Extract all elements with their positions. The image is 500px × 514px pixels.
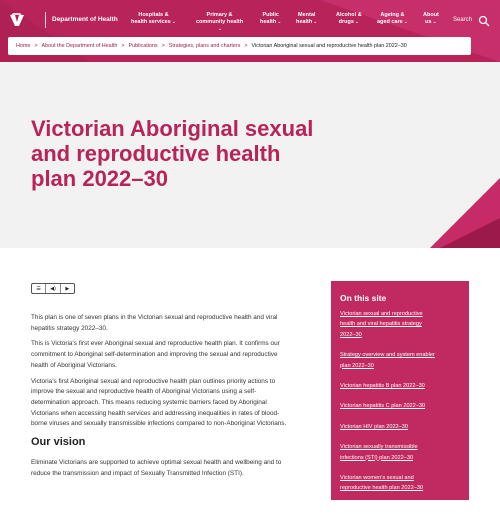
nav-public-health[interactable] (260, 12, 281, 26)
breadcrumb-home[interactable]: Home (16, 43, 31, 49)
sidebar-link-line: Victorian hepatitis B plan 2022–30 (340, 383, 425, 390)
sidebar-link-line: Sexual health (340, 505, 374, 512)
breadcrumb-strategies[interactable]: Strategies, plans and charters (168, 43, 241, 49)
sidebar-link-line: health and viral hepatitis strategy (340, 321, 422, 328)
volume-icon[interactable]: ◀) (46, 284, 60, 293)
intro-paragraph: This plan is one of seven plans in the Victorian sexual and reproductive health and viral hepatitis strategy 2022–30. (31, 314, 278, 332)
nav-label: Alcohol & (336, 12, 362, 18)
sidebar-link[interactable] (340, 381, 460, 391)
sidebar-link[interactable] (340, 473, 460, 494)
sidebar-link-line: plan 2022–30 (340, 362, 374, 369)
sidebar-link[interactable] (340, 350, 460, 371)
nav-label: community health (196, 19, 244, 25)
sidebar-link-line: reproductive health plan 2022–30 (340, 485, 424, 492)
breadcrumb-separator: > (34, 43, 38, 49)
nav-label: About (423, 12, 439, 18)
hero-decoration (440, 218, 500, 248)
breadcrumb-current: Victorian Aboriginal sexual and reproductive health plan 2022–30 (251, 43, 407, 49)
chevron-down-icon: ⌄ (403, 19, 408, 25)
sidebar-link-line: Victorian sexually transmissible (340, 444, 418, 451)
nav-label: Hospitals & (138, 12, 169, 18)
nav-mental-health[interactable] (296, 12, 317, 26)
chevron-down-icon: ⌄ (277, 19, 282, 25)
chevron-down-icon: ⌄ (313, 19, 318, 25)
sidebar-link[interactable] (340, 442, 460, 463)
section-heading: Our vision (31, 436, 86, 449)
nav-ageing[interactable] (377, 12, 408, 26)
nav-label: Public (262, 12, 279, 18)
sidebar-title: On this site (340, 293, 387, 303)
nav-alcohol-drugs[interactable] (336, 12, 362, 26)
logo-divider (45, 12, 46, 28)
page-hero (0, 62, 500, 248)
chevron-down-icon: ⌄ (217, 26, 223, 32)
sidebar-link-line: Strategy overview and system enabler (340, 352, 435, 359)
victoria-logo[interactable] (8, 12, 46, 28)
sidebar-link[interactable] (340, 309, 460, 340)
on-this-site-panel (331, 281, 469, 512)
sidebar-link-line: Victorian HIV plan 2022–30 (340, 423, 409, 430)
nav-label: health (296, 19, 313, 25)
chevron-down-icon: ⌄ (354, 19, 360, 25)
nav-about[interactable] (423, 12, 439, 26)
breadcrumb-publications[interactable]: Publications (128, 43, 158, 49)
sidebar-links (340, 309, 460, 514)
sidebar-link[interactable] (340, 422, 460, 432)
body-paragraph: Victoria’s first Aboriginal sexual and reproductive health plan outlines priority actions to improve the sexual and reproductive health of Aboriginal Victorians using a self-determination approach. This means reducing systemic barriers faced by Aboriginal Victorians when accessing health services and addressing inequalities in rates of blood-borne viruses and sexually transmissible infections compared to non-Aboriginal Victorians. (31, 377, 287, 428)
breadcrumb-separator: > (161, 43, 165, 49)
nav-primary[interactable] (196, 12, 243, 33)
search-button[interactable]: Search (453, 17, 473, 23)
nav-label: health (260, 19, 277, 25)
nav-label: us (425, 19, 432, 25)
breadcrumb (8, 37, 471, 55)
nav-hospitals[interactable] (131, 12, 176, 26)
sidebar-link-line: infections (STI) plan 2022–30 (340, 454, 414, 461)
nav-label: health services (131, 19, 171, 25)
chevron-down-icon: ⌄ (171, 19, 176, 25)
breadcrumb-separator: > (121, 43, 125, 49)
nav-label: Mental (297, 12, 316, 18)
page-title: Victorian Aboriginal sexual and reproductive health plan 2022–30 (31, 116, 314, 191)
sidebar-link-line: Victorian sexual and reproductive (340, 311, 423, 317)
sidebar-link[interactable] (340, 504, 460, 514)
sidebar-link-line: Victorian hepatitis C plan 2022–30 (340, 403, 426, 410)
search-icon[interactable] (478, 15, 490, 27)
nav-label: aged care (377, 19, 403, 25)
nav-label: Ageing & (380, 12, 405, 18)
sidebar-link-line: Victorian women's sexual and (340, 475, 414, 482)
readspeaker-player (31, 283, 75, 294)
nav-label: drugs (338, 19, 354, 25)
sidebar-link-line: 2022–30 (340, 331, 362, 338)
menu-icon[interactable]: ☰ (32, 284, 46, 293)
nav-label: Primary & (206, 12, 233, 18)
vision-paragraph: Eliminate Victorians are supported to achieve optimal sexual health and wellbeing and to reduce the transmission and impact of Sexually Transmitted Infection (STI). (31, 459, 282, 477)
chevron-down-icon: ⌄ (432, 19, 437, 25)
breadcrumb-about[interactable]: About the Department of Health (41, 43, 118, 49)
department-name[interactable]: Department of Health (52, 16, 118, 23)
sidebar-link[interactable] (340, 401, 460, 411)
breadcrumb-separator: > (244, 43, 248, 49)
body-paragraph: This is Victoria’s first ever Aboriginal sexual and reproductive health plan. It confirms our commitment to Aboriginal self-determination and improving the sexual and reproductive health of Aboriginal Victorians. (31, 340, 280, 369)
play-icon[interactable]: ▶ (65, 285, 70, 292)
main-content (31, 313, 289, 484)
